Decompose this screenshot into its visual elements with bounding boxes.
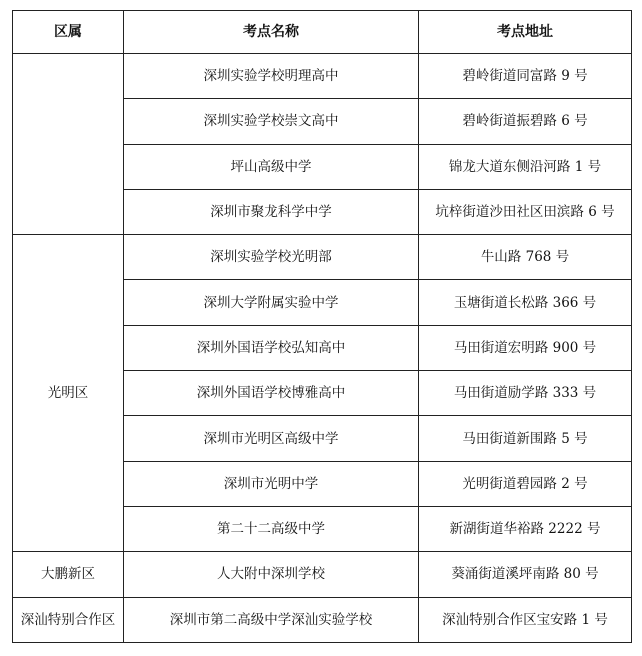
site-name-cell: 深圳实验学校明理高中 xyxy=(124,54,419,99)
site-name-cell: 坪山高级中学 xyxy=(124,144,419,189)
site-address-cell: 葵涌街道溪坪南路 80 号 xyxy=(419,552,632,597)
site-name-cell: 深圳大学附属实验中学 xyxy=(124,280,419,325)
site-name-cell: 深圳市光明中学 xyxy=(124,461,419,506)
site-name-cell: 深圳外国语学校弘知高中 xyxy=(124,325,419,370)
site-name-cell: 深圳外国语学校博雅高中 xyxy=(124,371,419,416)
site-address-cell: 碧岭街道振碧路 6 号 xyxy=(419,99,632,144)
site-name-cell: 深圳市第二高级中学深汕实验学校 xyxy=(124,597,419,642)
table-row xyxy=(13,54,632,99)
site-address-cell: 新湖街道华裕路 2222 号 xyxy=(419,506,632,551)
table-row xyxy=(13,552,632,597)
exam-site-table xyxy=(12,10,632,643)
header-address: 考点地址 xyxy=(419,11,632,54)
district-cell: 光明区 xyxy=(13,235,124,552)
site-name-cell: 深圳市光明区高级中学 xyxy=(124,416,419,461)
header-row xyxy=(13,11,632,54)
site-address-cell: 深汕特别合作区宝安路 1 号 xyxy=(419,597,632,642)
site-address-cell: 马田街道新围路 5 号 xyxy=(419,416,632,461)
site-address-cell: 马田街道励学路 333 号 xyxy=(419,371,632,416)
site-address-cell: 牛山路 768 号 xyxy=(419,235,632,280)
district-cell: 大鹏新区 xyxy=(13,552,124,597)
site-address-cell: 碧岭街道同富路 9 号 xyxy=(419,54,632,99)
site-address-cell: 坑梓街道沙田社区田滨路 6 号 xyxy=(419,189,632,234)
header-district: 区属 xyxy=(13,11,124,54)
table-row xyxy=(13,597,632,642)
site-name-cell: 第二十二高级中学 xyxy=(124,506,419,551)
site-name-cell: 深圳实验学校崇文高中 xyxy=(124,99,419,144)
site-name-cell: 深圳实验学校光明部 xyxy=(124,235,419,280)
site-address-cell: 锦龙大道东侧沿河路 1 号 xyxy=(419,144,632,189)
site-address-cell: 玉塘街道长松路 366 号 xyxy=(419,280,632,325)
site-address-cell: 光明街道碧园路 2 号 xyxy=(419,461,632,506)
site-name-cell: 深圳市聚龙科学中学 xyxy=(124,189,419,234)
district-cell: 深汕特别合作区 xyxy=(13,597,124,642)
header-name: 考点名称 xyxy=(124,11,419,54)
site-address-cell: 马田街道宏明路 900 号 xyxy=(419,325,632,370)
table-row xyxy=(13,235,632,280)
site-name-cell: 人大附中深圳学校 xyxy=(124,552,419,597)
district-cell xyxy=(13,54,124,235)
